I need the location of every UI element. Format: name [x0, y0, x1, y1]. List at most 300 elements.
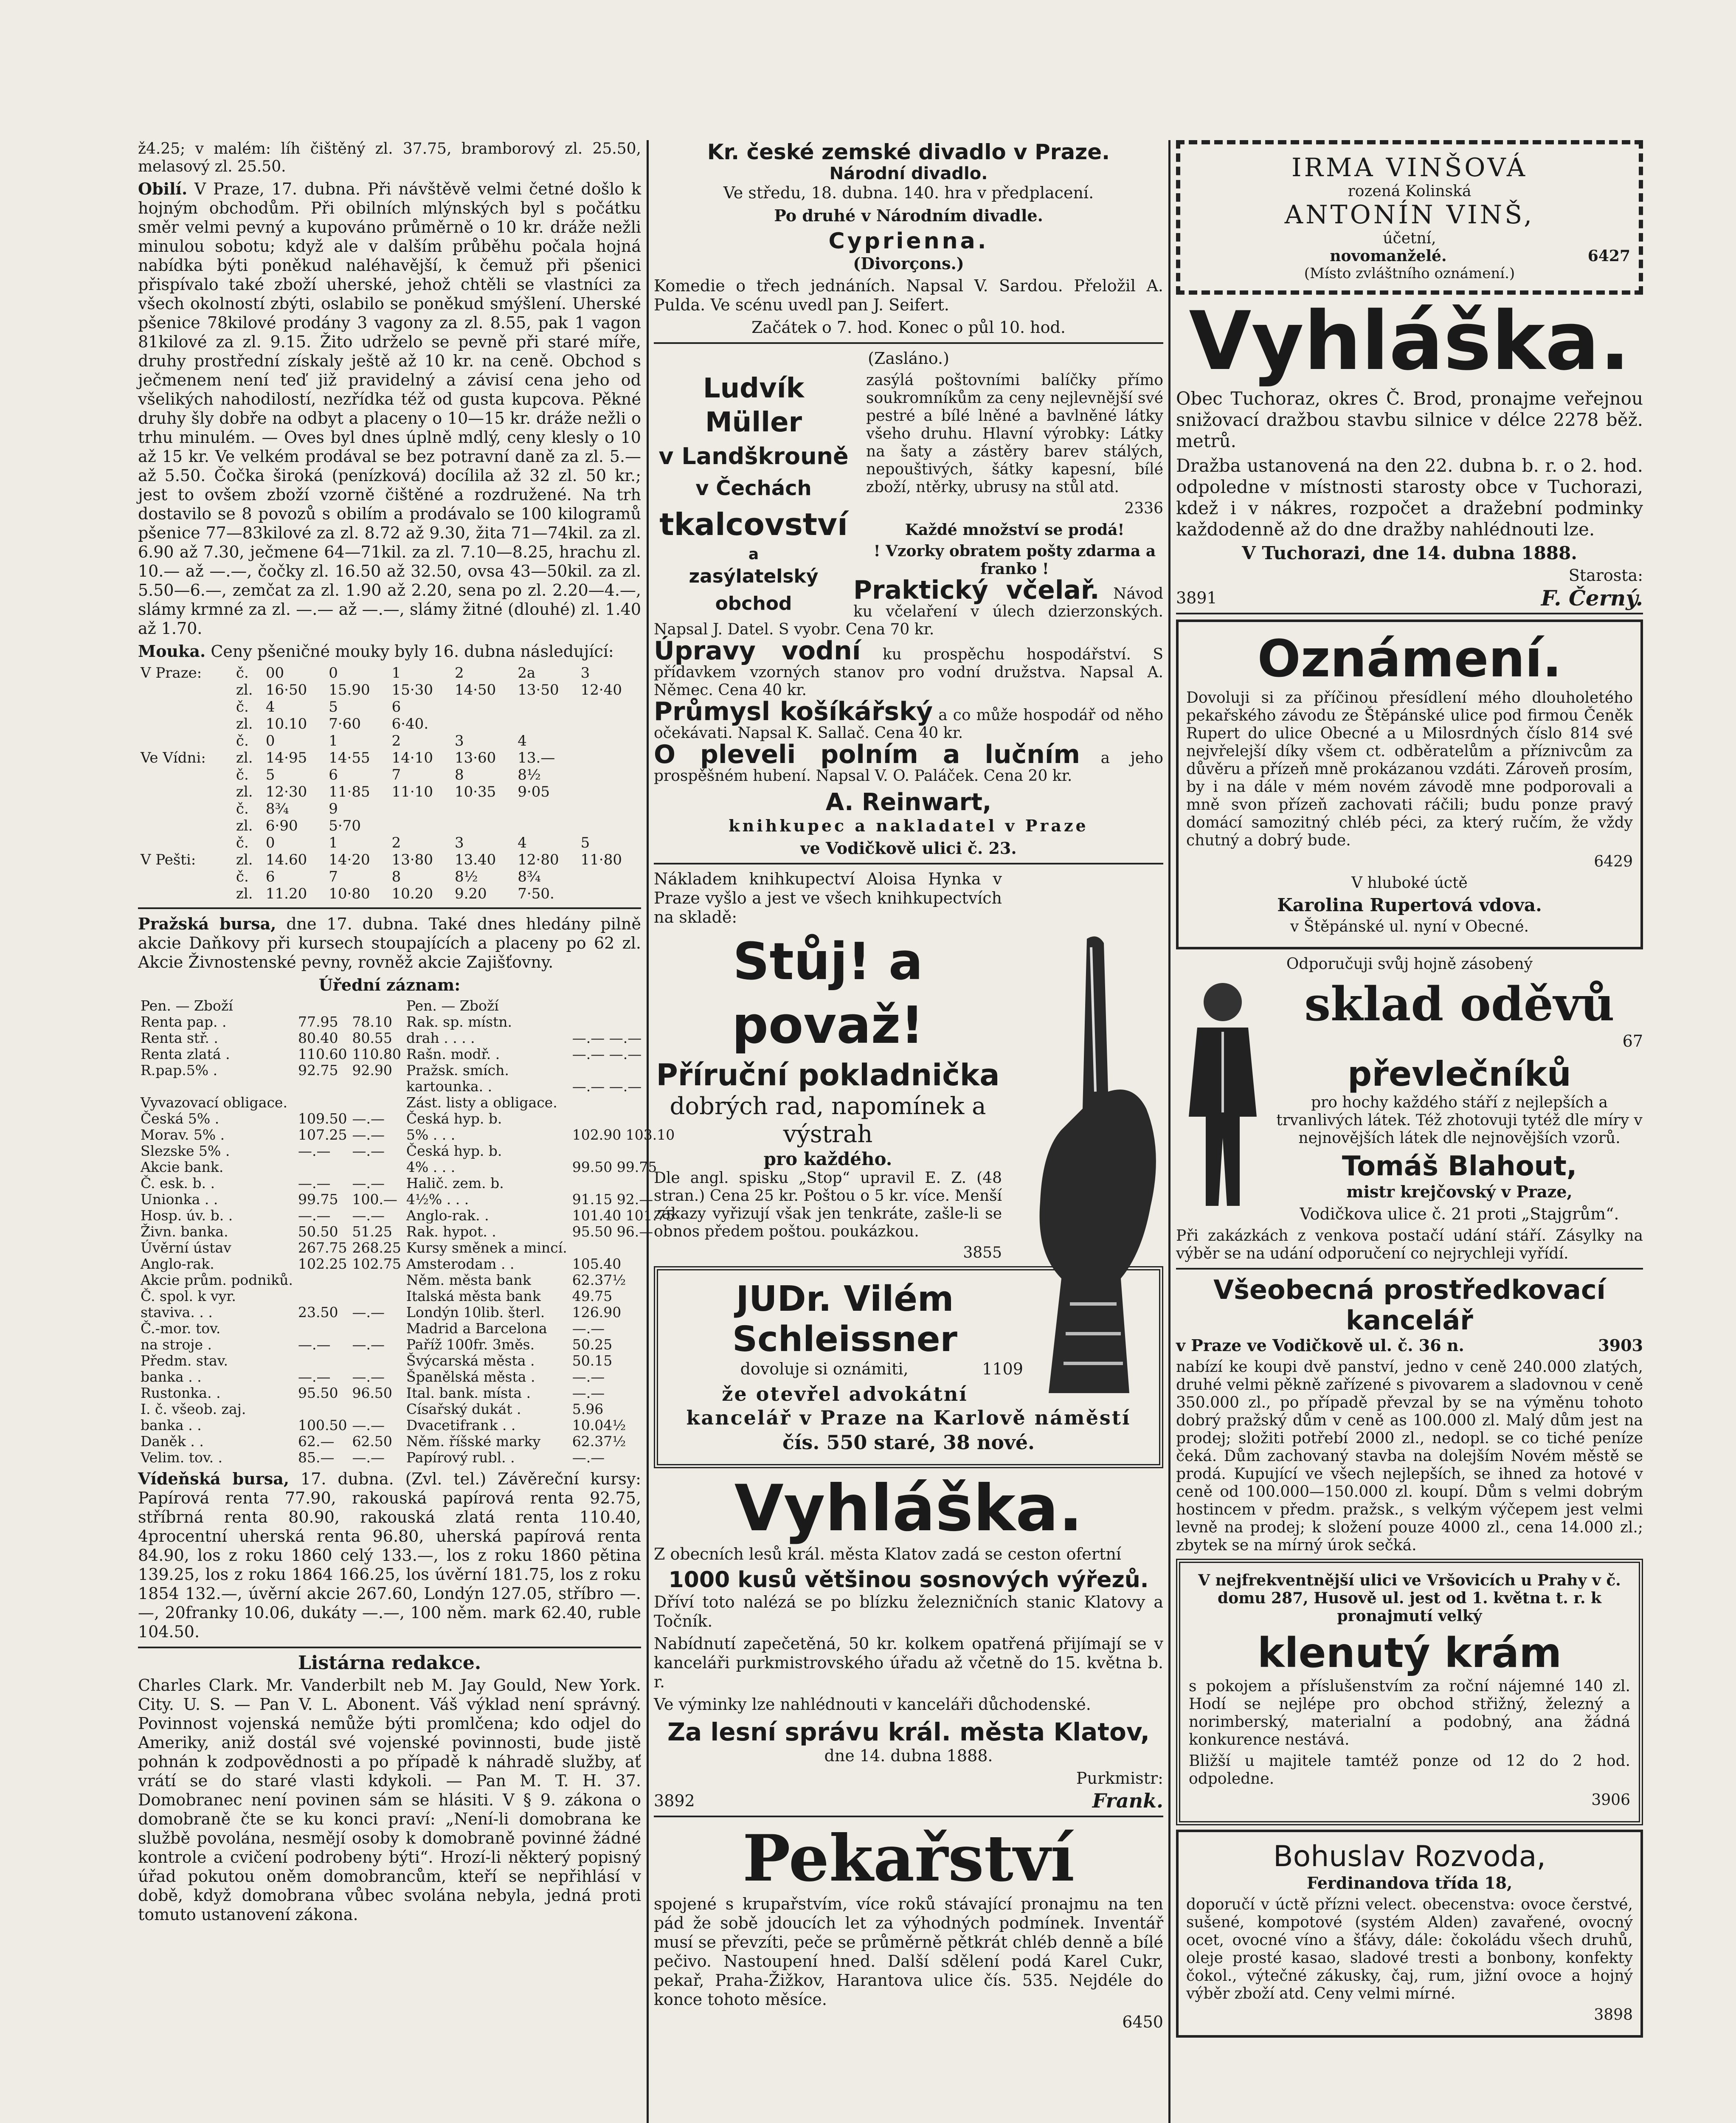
theatre-description: Komedie o třech jednáních. Napsal V. Sardou. Přeložil A. Pulda. Ve scénu uvedl pan J. Seifert.: [654, 276, 1163, 314]
flour-price-row-cell: 11·80: [580, 851, 622, 868]
official-record-row-cell: —.—: [298, 1175, 331, 1191]
official-record-row: [138, 1256, 677, 1272]
flour-price-row: [138, 664, 641, 681]
flour-price-row: [138, 851, 641, 868]
flour-price-row-cell: 3: [580, 664, 590, 681]
rupert-sign: V hluboké úctě: [1351, 874, 1468, 892]
official-record-row: [138, 1417, 677, 1433]
tuchoraz-notice-name: F. Černý.: [1541, 586, 1643, 611]
flour-price-row-cell: 8½: [518, 766, 541, 783]
flour-price-row-cell: č.: [236, 800, 249, 817]
flour-price-row: [138, 834, 641, 851]
official-record-row-cell: 4½% . . .: [406, 1191, 469, 1208]
official-record-row-cell: [295, 998, 349, 1014]
official-record-row-cell: Č. spol. k vyr.: [141, 1288, 236, 1304]
flour-price-row-cell: 15.90: [329, 681, 370, 698]
shop-rent-intro: V nejfrekventnější ulici ve Vršovicích u Prahy v č. domu 287, Husově ul. jest od 1. května t. r. k pronajmutí velký: [1198, 1571, 1621, 1625]
official-record-row-cell: Česká hyp. b.: [406, 1143, 502, 1159]
official-record-row-cell: R.pap.5% .: [141, 1062, 218, 1078]
official-record-row-cell: 107.25: [298, 1126, 347, 1143]
official-record-row: [138, 1078, 677, 1095]
official-record-row-cell: [295, 1095, 349, 1111]
blahout-intro: Odporučuji svůj hojně zásobený: [1286, 955, 1533, 973]
flour-price-row-cell: [515, 715, 578, 732]
official-record-row-cell: Italská města bank: [406, 1288, 541, 1304]
official-record-row-cell: 49.75: [572, 1288, 613, 1304]
official-record-row-cell: —.—: [572, 1385, 605, 1401]
official-record-row-cell: —.—: [352, 1126, 385, 1143]
pokladnicka-sub2: pro každého.: [763, 1149, 892, 1169]
irma-name: IRMA VINŠOVÁ: [1291, 153, 1528, 183]
official-record-row: [138, 1159, 677, 1175]
official-record-row-cell: —.—: [298, 1368, 331, 1385]
official-record-row-cell: Velim. tov. .: [141, 1449, 223, 1466]
official-record-row-cell: 100.50: [298, 1417, 347, 1433]
official-record-row-cell: 99.75: [298, 1191, 338, 1208]
official-record-row: [138, 1385, 677, 1401]
flour-price-row-cell: 00: [265, 664, 284, 681]
official-record-row: [138, 1272, 677, 1288]
official-record-table: [138, 998, 677, 1466]
official-record-row-cell: 96.50: [352, 1385, 392, 1401]
official-record-row-cell: Kursy směnek a mincí.: [406, 1239, 567, 1256]
editorial-letters-text: Charles Clark. Mr. Vanderbilt neb M. Jay Gould, New York. City. U. S. — Pan V. L. Abonent. Váš výklad není správný. Povinnost vojenská nemůže býti promlčena; kdo odjel do Ameriky, aniž dostál své vojenské povinnosti, bude jistě pohnán k zodpovědnosti a po případě k náhradě služby, ať vrátí se do staré vlasti kdykoli. — Pan M. T. H. 37. Domobranec není povinen sám se hlásiti. V § 9. zákona o domobraně čte se ku konci praví: „Není-li domobrana ke službě povolána, nesmějí osoby k domobraně povinné žádné kontrole a cvičení podrobeny býti“. Hrozí-li některý popisný úřad pokutou oněm domobrancům, kteří se nepřihlásí v době, když domobrana vůbec svolána nebyla, jedná proti tomuto ustanovení zákona.: [138, 1676, 641, 1924]
flour-price-row: [138, 749, 641, 766]
official-record-row-cell: 62.—: [298, 1433, 335, 1450]
official-record-row-cell: Dvacetifrank . .: [406, 1417, 516, 1433]
official-record-row-cell: [138, 1078, 295, 1095]
agency-text: nabízí ke koupi dvě panství, jedno v ceně 240.000 zlatých, druhé velmi pěkně zařízené s pivovarem a sladovnou v ceně 350.000 zl., po případě převzal by se na výměnu tohoto dobrý pražský dům v ceně as 100.000 zl. Malý dům jest na prodej; složiti potřebí 2000 zl., nedopl. se co tiché peníze čeká. Dům zachovaný stavba na dolejším Novém městě se prodá. Kupující ve všech nejlepších, se ihned za hotové v ceně od 100.000—150.000 zl. koupí. Dům s velmi dobrým hostincem v předm. pražsk., s velkým výčepem jest velmi levně na prodej; k složení pouze 4000 zl., cena 14.000 zl.; zbytek se na mírný úrok sečká.: [1176, 1358, 1643, 1554]
official-record-row-cell: Rak. hypot. .: [406, 1223, 496, 1240]
flour-price-row-cell: [578, 817, 641, 834]
klatovy-notice-number: 3892: [654, 1791, 695, 1810]
book-prumysl-title: Průmysl košíkářský: [654, 697, 933, 726]
official-record-row-cell: Švýcarská města .: [406, 1352, 535, 1369]
theatre-play-subtitle: (Divorçons.): [853, 254, 964, 273]
official-record-row-cell: Anglo-rak. .: [406, 1207, 489, 1224]
official-record-row-cell: —.—: [352, 1336, 385, 1353]
official-record-row: [138, 1240, 677, 1256]
official-record-row: [138, 1288, 677, 1304]
official-record-row-cell: Rak. sp. místn.: [406, 1014, 512, 1030]
flour-price-row-cell: 11·85: [329, 783, 370, 800]
flour-price-row: [138, 681, 641, 698]
bakery-title: Pekařství: [742, 1821, 1075, 1896]
flour-price-row-cell: 0: [329, 664, 338, 681]
tuchoraz-notice-footer: [1176, 586, 1643, 611]
official-record-row-cell: 62.37½: [572, 1433, 626, 1450]
book-upravy-title: Úpravy vodní: [654, 636, 861, 666]
flour-price-row-cell: [578, 783, 641, 800]
official-record-row: [138, 1062, 677, 1078]
flour-price-row-cell: 13.—: [518, 749, 555, 766]
official-record-row-cell: drah . . . .: [406, 1030, 475, 1046]
official-record-row-cell: Slezske 5% .: [141, 1143, 230, 1159]
flour-price-row-cell: č.: [236, 664, 249, 681]
muller-number: 2336: [1124, 500, 1163, 517]
flour-price-row-cell: 7: [329, 868, 338, 885]
shop-rent-text2: Bližší u majitele tamtéž ponze od 12 do 2 hod. odpoledne.: [1189, 1752, 1630, 1788]
flour-price-row-cell: [452, 817, 515, 834]
official-record-row: [138, 1369, 677, 1385]
newlyweds-label: [1189, 247, 1630, 265]
flour-price-row-cell: [578, 749, 641, 766]
official-record-row-cell: 50.50: [298, 1223, 338, 1240]
agency-advert: [1176, 1275, 1643, 1554]
pointing-hand-illustration: [1023, 930, 1163, 1397]
official-record-row-cell: Morav. 5% .: [141, 1126, 225, 1143]
flour-price-row-cell: č.: [236, 766, 249, 783]
book-pleveli-text: a jeho prospěšném hubení. Napsal V. O. Paláček. Cena 20 kr.: [654, 749, 1163, 785]
official-record-row-cell: 109.50: [298, 1110, 347, 1127]
flour-price-row-cell: 14·50: [454, 681, 496, 698]
tuchoraz-notice-text2: Dražba ustanovená na den 22. dubna b. r. o 2. hod. odpoledne v místnosti starosty obce v Tuchorazi, kdež i v nákres, rozpočet a dražební podminky každodenně až do dne dražby nahlédnouti lze.: [1176, 455, 1643, 540]
official-record-row-cell: Č.-mor. tov.: [141, 1320, 221, 1337]
flour-price-row-cell: zl.: [236, 851, 253, 868]
official-record-row-cell: na stroje .: [141, 1336, 212, 1353]
newlyweds-number: 6427: [1587, 247, 1630, 265]
flour-price-row-cell: [578, 698, 641, 715]
official-record-row-cell: Renta zlatá .: [141, 1046, 230, 1062]
official-record-row-cell: 78.10: [352, 1014, 392, 1030]
prague-bourse-text: dne 17. dubna. Také dnes hledány pilně akcie Daňkovy při kursech stoupajících a placeny po 62 zl. Akcie Živnostenské pevny, rovněž akcie Zajišťovny.: [138, 915, 641, 971]
vienna-bourse-heading: Vídeňská bursa,: [138, 1469, 290, 1488]
flour-price-row-cell: [452, 800, 515, 817]
official-record-row-cell: 5% . . .: [406, 1126, 456, 1143]
klatovy-notice-text1: Z obecních lesů král. města Klatov zadá se ceston ofertní: [654, 1545, 1121, 1563]
flour-price-row-cell: 1: [329, 732, 338, 749]
flour-price-row-cell: 6·90: [265, 817, 298, 834]
flour-price-row-cell: 2: [454, 664, 464, 681]
prague-bourse: [138, 914, 641, 972]
official-record-row: [138, 1450, 677, 1466]
flour-price-row-cell: [578, 766, 641, 783]
official-record-row-cell: [295, 1272, 349, 1288]
official-record-row-cell: Něm. říšské marky: [406, 1433, 541, 1450]
official-record-row: [138, 1014, 677, 1030]
agency-number: 3903: [1598, 1336, 1643, 1355]
flour-price-row-cell: zl.: [236, 817, 253, 834]
flour-price-row-cell: [578, 715, 641, 732]
official-record-row-cell: 110.60: [298, 1046, 347, 1062]
official-record-row: [138, 1095, 677, 1111]
flour-price-row: [138, 783, 641, 800]
official-record-row-cell: Halič. zem. b.: [406, 1175, 504, 1191]
official-record-row: [138, 1030, 677, 1046]
grain-text: V Praze, 17. dubna. Při návštěvě velmi četné došlo k hojným obchodům. Při obilních mlýnských byl s počátku směr velmi pevný a kupováno průměrně o 10 kr. dráže nežli minulou sobotu; když ale v dalším průběhu počala hojná nabídka býti poněkud naléhavější, k čemuž při pšenici přispívalo také zboží uherské, jehož chtěli se vlastníci za všech okolností zbýti, oslabilo se poněkud smýšlení. Uherské pšenice 78kilové prodány 3 vagony za zl. 8.55, pak 1 vagon 81kilové za zl. 9.15. Žito udrželo se pevně při staré míře, druhy prostřední získaly ještě až 10 kr. na ceně. Obchod s ječmenem není teď již pravidelný a závisí cena jeho od všelikých nahodilostí, nezřídka též od gusta kupcova. Pěkné druhy šly dobře na odbyt a placeny o 10—15 kr. dráže nežli o trhu minulém. — Oves byl dnes úplně mdlý, ceny klesly o 10 až 15 kr. Ve velkém prodával se bez potravní daně za zl. 5.— až 5.50. Čočka široká (penízková) docílila až 32 zl. 50 kr.; jest to ovšem zboží vzorně čištěné a rozdružené. Na trh dostavilo se 8 povozů s obilím a prodávalo se 100 kilogramů pšenice 77—83kilové za zl. 8.72 až 9.30, žita 71—74kil. za zl. 6.90 až 7.30, ječmene 64—71kil. za zl. 7.10—8.25, hrachu zl. 10.— až —.—, čočky zl. 16.50 až 32.50, ovsa 43—50kil. za zl. 5.50—6.—, zemčat za zl. 1.90 až 2.20, sena po zl. 2.20—4.—, slámy krmné za zl. —.— až —.—, slámy žitné (dlouhé) zl. 1.40 až 1.70.: [138, 180, 641, 638]
shop-rent-advert: [1176, 1559, 1643, 1825]
blahout-address: Vodičkova ulice č. 21 proti „Stajgrům“.: [1300, 1205, 1619, 1223]
muller-ship: zasýlatelský obchod: [689, 566, 819, 614]
reinwart-sub: knihkupec a nakladatel v Praze: [729, 816, 1089, 835]
shop-rent-number: 3906: [1591, 1791, 1630, 1809]
flour-price-row-cell: 10·35: [454, 783, 496, 800]
flour-price-row-cell: [515, 698, 578, 715]
flour-price-row-cell: 12·80: [518, 851, 559, 868]
official-record-row-cell: —.—: [352, 1417, 385, 1433]
flour-price-row-cell: 9·05: [518, 783, 550, 800]
flour-price-row-cell: [138, 698, 234, 715]
official-record-row-cell: 80.55: [352, 1030, 392, 1046]
rupert-address: v Štěpánské ul. nyní v Obecné.: [1290, 918, 1529, 935]
vienna-bourse: [138, 1469, 641, 1642]
official-record-row-cell: 62.37½: [572, 1272, 626, 1288]
rozvoda-address: Ferdinandova třída 18,: [1306, 1873, 1513, 1892]
theatre-time: Začátek o 7. hod. Konec o půl 10. hod.: [751, 318, 1066, 337]
flour-price-row-cell: 6·40.: [391, 715, 429, 732]
official-record-row-cell: [295, 1401, 349, 1417]
tuchoraz-notice-role: Starosta:: [1568, 566, 1643, 585]
divider: [138, 907, 641, 909]
official-record-row-cell: [295, 1353, 349, 1369]
muller-trade: tkalcovství: [659, 507, 848, 542]
flour-price-row-cell: [578, 868, 641, 885]
flour-price-row-cell: 10.20: [391, 885, 433, 902]
flour-price-row-cell: 5: [265, 766, 275, 783]
rozvoda-name: Bohuslav Rozvoda,: [1273, 1840, 1546, 1873]
theatre-title: Kr. české zemské divadlo v Praze.: [707, 140, 1110, 164]
rupert-name: Karolina Rupertová vdova.: [1277, 895, 1542, 915]
official-record-row: [138, 1224, 677, 1240]
flour-price-row-cell: zl.: [236, 749, 253, 766]
official-record-row-cell: 50.25: [572, 1336, 613, 1353]
book-prumysl-text: a co může hospodář od něho očekávati. Napsal K. Sallač. Cena 40 kr.: [654, 707, 1164, 742]
flour-price-row-cell: 10.10: [265, 715, 307, 732]
official-record-row-cell: Č. esk. b. .: [141, 1175, 215, 1191]
misto-note: (Místo zvláštního oznámení.): [1304, 265, 1515, 282]
flour-price-row-cell: 3: [454, 834, 464, 851]
book-vcelar-text: Návod ku včelaření v úlech dzierzonských. Napsal J. Datel. S vyobr. Cena 70 kr.: [654, 585, 1163, 638]
blahout-name: Tomáš Blahout,: [1342, 1151, 1577, 1182]
official-record-row-cell: Úvěrní ústav: [141, 1239, 231, 1256]
flour-price-row-cell: [138, 817, 234, 834]
flour-price-row-cell: 3: [454, 732, 464, 749]
divider: [138, 1647, 641, 1648]
flour-price-row-cell: [452, 715, 515, 732]
blahout-text: Při zakázkách z venkova postačí udání stáří. Zásylky na výběr se na udání odporučení co nejrychleji vyřídí.: [1176, 1227, 1643, 1262]
flour-price-row-cell: [138, 868, 234, 885]
flour-price-row-cell: [138, 783, 234, 800]
official-record-row-cell: —.—: [298, 1336, 331, 1353]
zaslano-label: (Zasláno.): [868, 349, 949, 368]
tuchoraz-notice-number: 3891: [1176, 588, 1217, 607]
official-record-row: [138, 1111, 677, 1127]
official-record-row-cell: Unionka . .: [141, 1191, 218, 1208]
vienna-bourse-text: 17. dubna. (Zvl. tel.) Závěreční kursy: Papírová renta 77.90, rakouská papírová renta 92.75, stříbrná renta 80.90, rakouská zlatá renta 110.40, 4procentní uherská renta 96.80, uherská papírová renta 84.90, los z roku 1860 celý 133.—, los z roku 1860 pětina 139.25, los z roku 1864 166.25, los úvěrní 181.75, los z roku 1854 132.—, úvěrní akcie 267.60, Londýn 127.05, stříbro —.—, 20franky 10.06, dukáty —.—, 100 něm. mark 62.40, ruble 104.50.: [138, 1470, 641, 1641]
flour-price-row-cell: 12·30: [265, 783, 307, 800]
klatovy-notice-text2: Dříví toto nalézá se po blízku železničních stanic Klatovy a Točník.: [654, 1593, 1163, 1630]
official-record-row-cell: 85.—: [298, 1449, 335, 1466]
official-record-row-cell: 95.50: [298, 1385, 338, 1401]
official-record-row: [138, 1143, 677, 1159]
flour-price-row: [138, 817, 641, 834]
official-record-row-cell: 23.50: [298, 1304, 338, 1321]
official-record-row: [138, 1401, 677, 1417]
schleissner-number: 1109: [982, 1360, 1023, 1378]
flour-price-row-cell: [515, 800, 578, 817]
flour-price-row-cell: 2: [391, 834, 401, 851]
agency-address-line: [1176, 1336, 1643, 1355]
muller-region: v Čechách: [695, 476, 812, 500]
flour-price-row-cell: 8¾: [265, 800, 289, 817]
rupert-announcement: [1176, 619, 1643, 949]
official-record-row-cell: Živn. banka.: [141, 1223, 228, 1240]
flour-price-row-cell: [389, 800, 452, 817]
official-record-row-cell: —.—: [572, 1368, 605, 1385]
official-record-row-cell: —.—: [352, 1143, 385, 1159]
flour-price-row-cell: [138, 715, 234, 732]
flour-price-row-cell: 4: [518, 732, 527, 749]
muller-brand: [654, 372, 853, 617]
bakery-number: 6450: [1122, 2013, 1163, 2031]
blahout-role: mistr krejčovský v Praze,: [1346, 1182, 1573, 1201]
official-record-row: [138, 1127, 677, 1143]
official-record-row-cell: 102.75: [352, 1256, 401, 1272]
flour-price-row-cell: 8: [391, 868, 401, 885]
klatovy-notice-name: Frank.: [1092, 1789, 1163, 1812]
schleissner-address: čís. 550 staré, 38 nové.: [782, 1431, 1035, 1454]
flour-price-row-cell: 4: [518, 834, 527, 851]
flour-price-row-cell: [138, 766, 234, 783]
clothing-store-title: sklad oděvů: [1304, 977, 1615, 1031]
anton-name: ANTONÍN VINŠ,: [1284, 200, 1535, 230]
reinwart-address: ve Vodičkově ulici č. 23.: [800, 839, 1017, 858]
flour-price-row-cell: č.: [236, 732, 249, 749]
official-record-row-cell: 80.40: [298, 1030, 338, 1046]
flour-price-row-cell: zl.: [236, 681, 253, 698]
bakery-text: spojené s krupařstvím, více roků stávající pronajmu na ten pád že sobě jdoucích let za výhodných podmínek. Inventář musí se převzíti, peče se průměrně pětkrát chléb denně a bílé pečivo. Nastoupení hned. Další sdělení podá Karel Cukr, pekař, Praha-Žižkov, Harantova ulice čís. 535. Nejdéle do konce tohoto měsíce.: [654, 1895, 1163, 2009]
official-record-row-cell: Akcie prům. podniků.: [141, 1272, 293, 1288]
flour-price-row: [138, 698, 641, 715]
coats-title: převlečníků: [1348, 1054, 1571, 1094]
official-record-row-cell: 5.96: [572, 1401, 604, 1417]
official-record-row: [138, 1304, 677, 1321]
flour-price-row-cell: zl.: [236, 885, 253, 902]
muller-name: Ludvík Müller: [703, 373, 805, 438]
official-record-row-cell: 99.50 99.75: [572, 1159, 657, 1175]
divider: [654, 1816, 1163, 1817]
klatovy-notice-lot: 1000 kusů většinou sosnových výřezů.: [668, 1567, 1149, 1593]
official-record-row-cell: Amsterodam . .: [406, 1256, 515, 1272]
divider: [1176, 613, 1643, 614]
theatre-note: Po druhé v Národním divadle.: [774, 206, 1043, 225]
official-record-row-cell: —.—: [298, 1207, 331, 1224]
official-record-row-cell: —.—: [572, 1449, 605, 1466]
official-record-row-cell: banka . .: [141, 1368, 202, 1385]
official-record-row-cell: Papírový rubl. .: [406, 1449, 515, 1466]
flour-price-row-cell: 11·10: [391, 783, 433, 800]
official-record-row-cell: —.— —.—: [572, 1078, 642, 1095]
hynek-text: Nákladem knihkupectví Aloisa Hynka v Praze vyšlo a jest ve všech knihkupectvích na skladě:: [654, 870, 1002, 926]
flour-price-row-cell: [138, 834, 234, 851]
agency-title: Všeobecná prostředkovací kancelář: [1213, 1274, 1606, 1336]
flour-price-row-cell: 14.60: [265, 851, 307, 868]
rozvoda-text: doporučí v úctě přízni velect. obecenstva: ovoce čerstvé, sušené, kompotové (systém Alden) zavařené, ovocný ocet, ovocné víno a šťávy, dále: čokoládu všech druhů, oleje prosté kasao, sladové tresti a bonbony, konfekty čokol., výtečné zákusky, čaj, rum, jižní ovoce a hojný výběr zboží atd. Ceny velmi mírné.: [1186, 1896, 1633, 2002]
flour-price-row-cell: 16·50: [265, 681, 307, 698]
official-record-row-cell: —.—: [352, 1175, 385, 1191]
official-record-row-cell: Hosp. úv. b. .: [141, 1207, 233, 1224]
official-record-row-cell: [295, 1321, 349, 1337]
muller-town: v Landškrouně: [658, 443, 849, 470]
flour-price-row-cell: 0: [265, 834, 275, 851]
schleissner-announce: dovoluje si oznámiti,: [740, 1360, 909, 1378]
official-record-row-cell: [349, 1401, 403, 1417]
flour-price-row-cell: č.: [236, 868, 249, 885]
schleissner-name: JUDr. Vilém Schleissner: [732, 1279, 957, 1360]
flour-price-row-cell: 12·40: [580, 681, 622, 698]
klatovy-notice-text4: Ve výminky lze nahlédnouti v kanceláři důchodenské.: [654, 1695, 1091, 1714]
boy-illustration: [1176, 977, 1269, 1214]
official-record-row-cell: Něm. města bank: [406, 1272, 531, 1288]
book-upravy-text: ku prospěchu hospodářství. S přídavkem vzorných stanov pro vodní družstva. Napsal A. Němec. Cena 40 kr.: [654, 646, 1163, 699]
book-pleveli-title: O pleveli polním a lučním: [654, 740, 1080, 769]
clothing-store-number: 67: [1622, 1032, 1643, 1050]
flour-price-row-cell: 5: [580, 834, 590, 851]
flour-price-row-cell: 6: [391, 698, 401, 715]
flour-price-row-cell: 10·80: [329, 885, 370, 902]
official-record-row-cell: Vyvazovací obligace.: [141, 1094, 287, 1111]
official-record-row-cell: 92.90: [352, 1062, 392, 1078]
official-record-row: [138, 1321, 677, 1337]
divider: [654, 863, 1163, 864]
shop-rent-text: s pokojem a příslušenstvím za roční nájemné 140 zl. Hodí se nejlépe pro obchod střižný, železný a norimberský, materialní a podobný, ana žádná konkurence nestává.: [1189, 1678, 1630, 1749]
flour-price-row-cell: [138, 732, 234, 749]
flour-price-row-cell: č.: [236, 698, 249, 715]
flour-price-row-cell: 13·60: [454, 749, 496, 766]
official-record-row-cell: Rašn. modř. .: [406, 1046, 500, 1062]
flour-price-row-cell: V Pešti:: [141, 851, 196, 868]
flour-price-row-cell: 7·50.: [518, 885, 554, 902]
official-record-row-cell: [295, 1288, 349, 1304]
flour-price-row-cell: 1: [391, 664, 401, 681]
official-record-row-cell: Akcie bank.: [141, 1159, 224, 1175]
blahout-advert: [1176, 955, 1643, 1263]
flour-price-row-cell: 13.40: [454, 851, 496, 868]
official-record-row: [138, 998, 677, 1014]
klatovy-notice-footer: [654, 1791, 1163, 1810]
official-record-row-cell: 50.15: [572, 1352, 613, 1369]
official-record-row-cell: Renta stř. .: [141, 1030, 218, 1046]
prague-bourse-heading: Pražská bursa,: [138, 914, 276, 933]
official-record-row-cell: 268.25: [352, 1239, 401, 1256]
official-record-row-cell: Česká 5% .: [141, 1110, 219, 1127]
muller-tail: Každé množství se prodá!: [905, 521, 1125, 539]
official-record-row-cell: [349, 1095, 403, 1111]
flour-price-row-cell: 14·55: [329, 749, 370, 766]
official-record-row-cell: 267.75: [298, 1239, 347, 1256]
klatovy-notice-role: Purkmistr:: [1076, 1769, 1163, 1788]
right-column: [1176, 140, 1643, 2038]
editorial-letters-title: Listárna redakce.: [298, 1652, 481, 1674]
flour-price-row: [138, 766, 641, 783]
official-record-row-cell: I. č. všeob. zaj.: [141, 1401, 246, 1417]
pokladnicka-title: Příruční pokladnička: [656, 1058, 1000, 1092]
official-record-row-cell: 92.75: [298, 1062, 338, 1078]
official-record-row-cell: —.—: [352, 1304, 385, 1321]
official-record-row-cell: stavivа. . .: [141, 1304, 213, 1321]
official-record-row-cell: 100.—: [352, 1191, 397, 1208]
official-record-row: [138, 1433, 677, 1450]
tuchoraz-notice-date: V Tuchorazi, dne 14. dubna 1888.: [1242, 543, 1577, 563]
flour-price-row: [138, 868, 641, 885]
muller-text: zasýlá poštovními balíčky přímo soukromníkům za ceny nejlevnější své pestré a bílé lněné a bavlněné látky všeho druhu. Hlavní výrobky: Látky na šaty a zástěry barev stálých, nepouštivých, šátky kapesní, bílé zboží, ntěrky, ubrusy na stůl atd.: [866, 372, 1163, 496]
klatovy-notice-text3: Nabídnutí zapečetěná, 50 kr. kolkem opatřená přijímají se v kanceláři purkmistrovského úřadu až včetně do 15. května b. r.: [654, 1634, 1163, 1691]
flour-price-row-cell: 7·60: [329, 715, 361, 732]
flour-price-row-cell: 8¾: [518, 868, 541, 885]
flour-price-row-cell: 2: [391, 732, 401, 749]
flour-price-row: [138, 885, 641, 902]
rupert-number: 6429: [1594, 853, 1633, 870]
